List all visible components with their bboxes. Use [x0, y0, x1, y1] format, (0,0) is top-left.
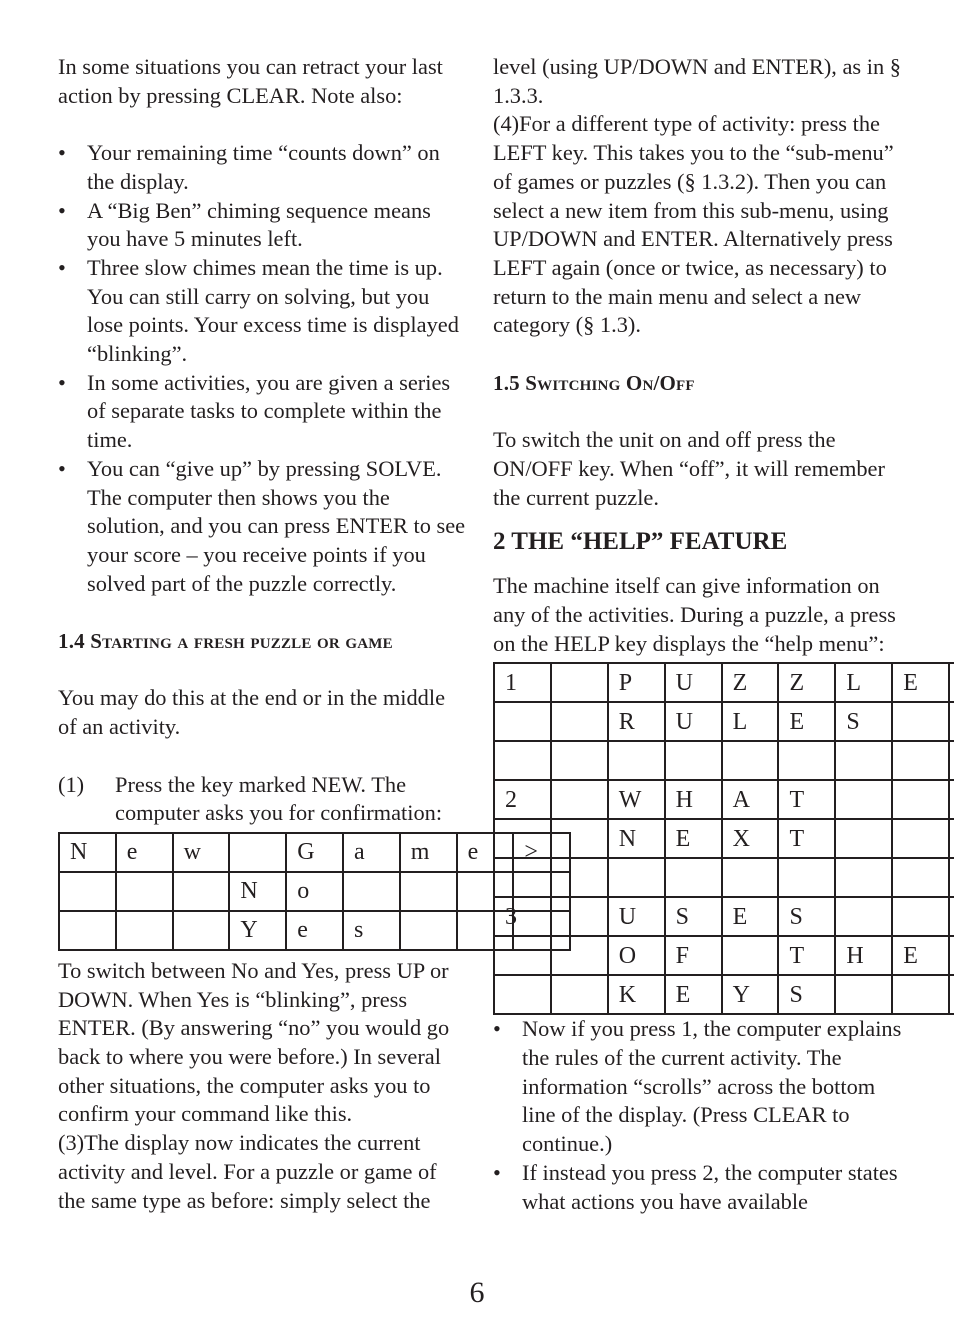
grid-cell: e [457, 833, 514, 872]
grid-cell [778, 858, 835, 897]
section-heading-1-5: 1.5 Switching On/Off [493, 370, 695, 395]
grid-cell [949, 663, 954, 702]
grid-cell: E [892, 936, 949, 975]
grid-cell [551, 975, 608, 1014]
grid-cell: N [229, 872, 286, 911]
grid-cell [892, 741, 949, 780]
grid-cell [494, 741, 551, 780]
grid-cell: F [665, 936, 722, 975]
grid-cell [835, 780, 892, 819]
grid-cell [949, 897, 954, 936]
grid-cell: G [286, 833, 343, 872]
grid-cell [892, 819, 949, 858]
step-4-paragraph: (4)For a different type of activity: press the LEFT key. This takes you to the “sub-menu” of games or puzzles (§ 1.3.2). Then you can select a new item from this sub-menu, using UP/DOWN and ENTER. Alternatively press LEFT again (once or twice, as necessary) to return to the main menu and select a new category (§ 1.3). [493, 111, 894, 338]
grid-cell [116, 911, 173, 950]
grid-cell [551, 702, 608, 741]
grid-cell: o [286, 872, 343, 911]
grid-cell [722, 936, 779, 975]
chapter-heading-help: 2 THE “HELP” FEATURE [493, 528, 788, 556]
list-item: • A “Big Ben” chiming sequence means you have 5 minutes left. [58, 197, 468, 254]
grid-cell: Y [229, 911, 286, 950]
grid-cell [892, 975, 949, 1014]
grid-cell: 1 [494, 663, 551, 702]
grid-cell [400, 872, 457, 911]
grid-cell [949, 741, 954, 780]
grid-cell [892, 858, 949, 897]
grid-cell: E [778, 702, 835, 741]
step-1-text: Press the key marked NEW. The computer asks you for confirmation: [115, 771, 443, 826]
step-3-paragraph: (3)The display now indicates the current activity and level. For a puzzle or game of the same type as before: simply select the [58, 1130, 437, 1213]
grid-cell: 3 [494, 897, 551, 936]
notes-bullet-list [58, 139, 468, 598]
grid-cell: R [608, 702, 665, 741]
grid-cell [949, 858, 954, 897]
grid-cell [665, 858, 722, 897]
grid-cell: N [608, 819, 665, 858]
grid-cell [494, 702, 551, 741]
grid-cell [949, 936, 954, 975]
step-1-number: (1) [58, 771, 85, 797]
grid-cell: U [608, 897, 665, 936]
section-heading-1-4: 1.4 Starting a fresh puzzle or game [58, 629, 393, 654]
list-item: • Three slow chimes mean the time is up. You can still carry on solving, but you lose points. Your excess time is displayed “blinking”. [58, 254, 468, 369]
grid-cell: Y [722, 975, 779, 1014]
grid-cell: P [608, 663, 665, 702]
grid-row [494, 897, 954, 936]
list-item: • Now if you press 1, the computer explains the rules of the current activity. The information “scrolls” across the bottom line of the display. (Press CLEAR to continue.) [493, 1015, 905, 1159]
grid-cell [608, 858, 665, 897]
grid-cell: s [343, 911, 400, 950]
continued-paragraph: level (using UP/DOWN and ENTER), as in § 1.3.3. [493, 54, 901, 108]
grid-cell [949, 975, 954, 1014]
grid-row [494, 936, 954, 975]
grid-cell [949, 702, 954, 741]
section-1-5-paragraph: To switch the unit on and off press the ON/OFF key. When “off”, it will remember the current puzzle. [493, 427, 885, 510]
grid-cell: T [778, 780, 835, 819]
grid-cell: A [722, 780, 779, 819]
after-grid-paragraph: To switch between No and Yes, press UP or DOWN. When Yes is “blinking”, press ENTER. (By answering “no” you would go back to where you were before.) In several other situations, the computer asks you to confirm your command like this. [58, 957, 450, 1127]
grid-row [494, 780, 954, 819]
page-number: 6 [469, 1276, 485, 1309]
grid-cell: S [778, 897, 835, 936]
grid-cell: L [835, 663, 892, 702]
grid-cell: e [286, 911, 343, 950]
grid-cell: K [608, 975, 665, 1014]
grid-row [494, 975, 954, 1014]
grid-cell [892, 702, 949, 741]
grid-cell: L [722, 702, 779, 741]
grid-cell [229, 833, 286, 872]
grid-cell [892, 780, 949, 819]
grid-cell [59, 872, 116, 911]
grid-cell: E [665, 975, 722, 1014]
grid-cell [949, 819, 954, 858]
grid-cell [59, 911, 116, 950]
grid-cell: > [513, 833, 570, 872]
grid-cell: N [59, 833, 116, 872]
grid-cell: w [173, 833, 230, 872]
step-1 [58, 771, 468, 828]
grid-cell: H [835, 936, 892, 975]
grid-cell [551, 780, 608, 819]
section-1-4-paragraph: You may do this at the end or in the middle of an activity. [58, 685, 446, 740]
grid-cell [551, 663, 608, 702]
grid-row [494, 819, 954, 858]
grid-row [494, 702, 954, 741]
grid-cell: 2 [494, 780, 551, 819]
left-column [58, 53, 538, 1215]
grid-cell [551, 741, 608, 780]
grid-cell: m [400, 833, 457, 872]
grid-cell [494, 819, 551, 858]
grid-cell: E [892, 663, 949, 702]
grid-cell [173, 911, 230, 950]
help-bullet-list [493, 1015, 905, 1216]
grid-cell [722, 741, 779, 780]
grid-cell [551, 897, 608, 936]
grid-cell [835, 897, 892, 936]
grid-cell [608, 741, 665, 780]
grid-row [494, 741, 954, 780]
grid-cell: a [343, 833, 400, 872]
grid-cell [343, 872, 400, 911]
grid-cell: U [665, 702, 722, 741]
grid-cell [892, 897, 949, 936]
grid-cell: U [665, 663, 722, 702]
help-menu-display-grid [493, 662, 954, 1015]
list-item: • You can “give up” by pressing SOLVE. The computer then shows you the solution, and you can press ENTER to see your score – you receive points if you solved part of the puzzle correctly. [58, 455, 468, 599]
grid-cell: O [608, 936, 665, 975]
grid-cell [665, 741, 722, 780]
right-column [493, 53, 918, 1216]
grid-cell [551, 819, 608, 858]
grid-cell: H [665, 780, 722, 819]
list-item: • In some activities, you are given a series of separate tasks to complete within the time. [58, 369, 468, 455]
grid-cell [722, 858, 779, 897]
grid-cell [494, 936, 551, 975]
grid-cell: Z [722, 663, 779, 702]
grid-cell: E [665, 819, 722, 858]
grid-cell [116, 872, 173, 911]
grid-cell: T [778, 936, 835, 975]
grid-cell [835, 741, 892, 780]
intro-paragraph: In some situations you can retract your last action by pressing CLEAR. Note also: [58, 54, 443, 108]
grid-cell: X [722, 819, 779, 858]
grid-cell [835, 858, 892, 897]
grid-cell [778, 741, 835, 780]
grid-cell: W [608, 780, 665, 819]
grid-row [494, 858, 954, 897]
grid-cell [494, 975, 551, 1014]
grid-cell [949, 780, 954, 819]
grid-cell: e [116, 833, 173, 872]
grid-cell [835, 975, 892, 1014]
grid-cell: Z [778, 663, 835, 702]
grid-cell: S [835, 702, 892, 741]
list-item: • If instead you press 2, the computer states what actions you have available [493, 1159, 905, 1216]
help-paragraph: The machine itself can give information on any of the activities. During a puzzle, a press on the HELP key displays the “help menu”: [493, 573, 896, 656]
grid-cell [551, 936, 608, 975]
grid-cell: S [665, 897, 722, 936]
grid-cell [494, 858, 551, 897]
grid-cell [400, 911, 457, 950]
grid-cell: T [778, 819, 835, 858]
grid-cell [551, 858, 608, 897]
grid-cell: E [722, 897, 779, 936]
list-item: • Your remaining time “counts down” on the display. [58, 139, 468, 196]
grid-cell [173, 872, 230, 911]
grid-row [494, 663, 954, 702]
grid-cell: S [778, 975, 835, 1014]
grid-cell [835, 819, 892, 858]
